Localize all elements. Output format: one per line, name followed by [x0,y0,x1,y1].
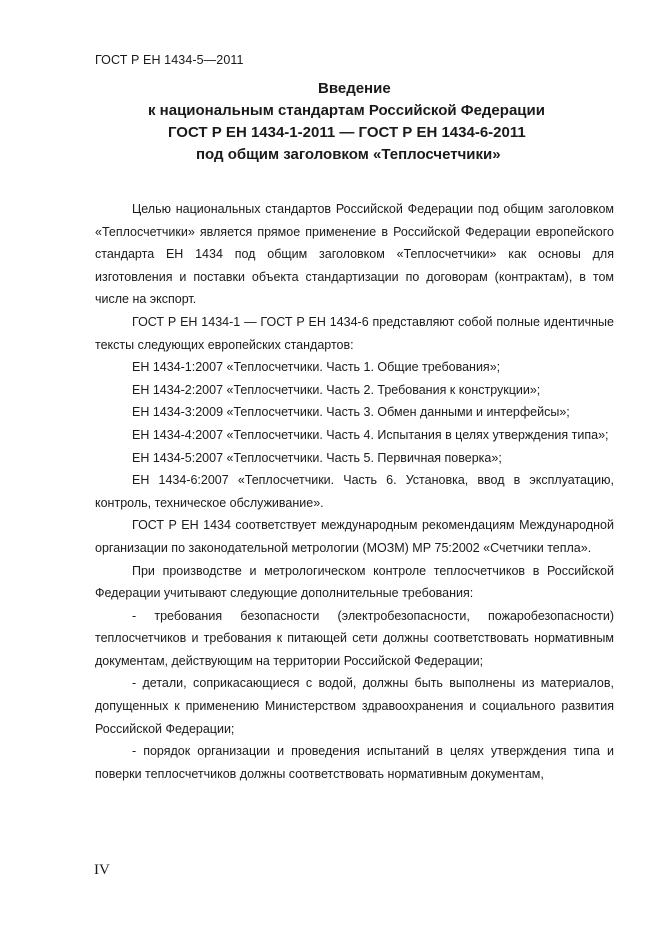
title-block [0,78,661,166]
list-item-part2: ЕН 1434-2:2007 «Теплосчетчики. Часть 2. Требования к конструкции»; [132,382,541,397]
requirement-materials: - детали, соприкасающиеся с водой, должны быть выполнены из материалов, допущенных к применению Министерством здравоохранения и социального развития Российской Федерации; [95,676,614,736]
page-number: IV [94,862,110,878]
list-item-part5: ЕН 1434-5:2007 «Теплосчетчики. Часть 5. Первичная поверка»; [132,450,502,465]
list-item-part3: ЕН 1434-3:2009 «Теплосчетчики. Часть 3. Обмен данными и интерфейсы»; [132,405,570,420]
paragraph-purpose: Целью национальных стандартов Российской Федерации под общим заголовком «Теплосчетчики» является прямое применение в Российской Федерации европейского стандарта ЕН 1434 под общим заголовком «Теплосчетчики» как основы для изготовления и поставки объекта стандартизации по договорам (контрактам), в том числе на экспорт. [95,202,614,307]
title-general-heading: под общим заголовком «Теплосчетчики» [196,146,501,163]
requirement-testing: - порядок организации и проведения испытаний в целях утверждения типа и поверки теплосчетчиков должны соответствовать нормативным документам, [95,744,614,781]
title-introduction: Введение [318,80,391,97]
title-standard-range: ГОСТ Р ЕН 1434-1-2011 — ГОСТ Р ЕН 1434-6-2011 [168,124,526,141]
paragraph-oiml: ГОСТ Р ЕН 1434 соответствует международным рекомендациям Международной организации по законодательной метрологии (МОЗМ) МР 75:2002 «Счетчики тепла». [95,518,614,555]
paragraph-additional-requirements: При производстве и метрологическом контроле теплосчетчиков в Российской Федерации учитывают следующие дополнительные требования: [95,563,614,601]
list-item-part6: ЕН 1434-6:2007 «Теплосчетчики. Часть 6. Установка, ввод в эксплуатацию, контроль, техническое обслуживание». [95,473,614,510]
list-item-part1: ЕН 1434-1:2007 «Теплосчетчики. Часть 1. Общие требования»; [132,360,501,375]
document-header: ГОСТ Р ЕН 1434-5—2011 [95,53,244,67]
list-item-part4: ЕН 1434-4:2007 «Теплосчетчики. Часть 4. Испытания в целях утверждения типа»; [132,427,609,442]
title-subtitle: к национальным стандартам Российской Федерации [148,102,545,119]
requirement-safety: - требования безопасности (электробезопасности, пожаробезопасности) теплосчетчиков и требования к питающей сети должны соответствовать нормативным документам, действующим на территории Российской Федерации; [95,608,614,668]
document-body [95,198,614,785]
paragraph-identical-texts: ГОСТ Р ЕН 1434-1 — ГОСТ Р ЕН 1434-6 представляют собой полные идентичные тексты следующих европейских стандартов: [95,314,614,352]
